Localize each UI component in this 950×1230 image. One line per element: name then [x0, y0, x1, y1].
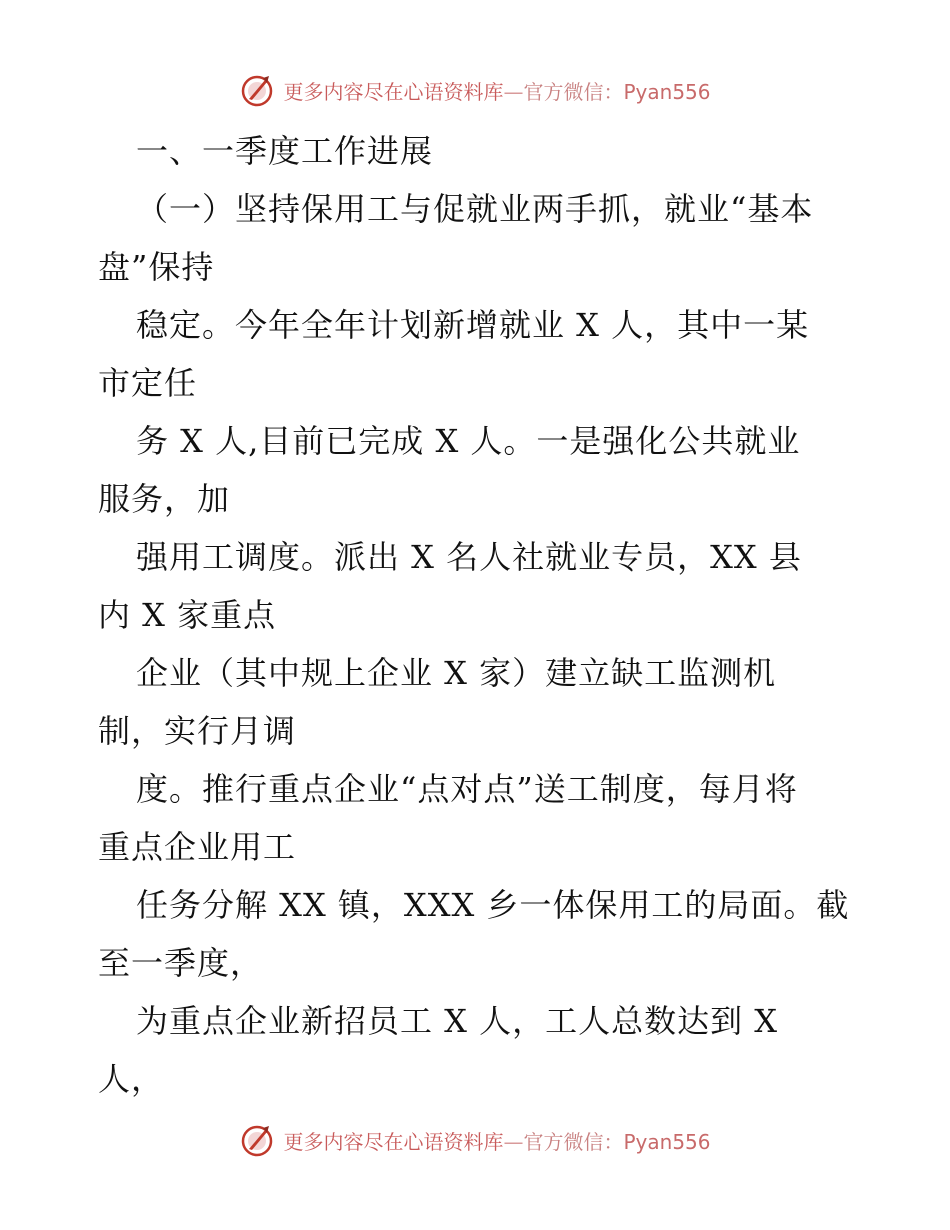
- watermark-dash: —: [503, 79, 524, 104]
- text-line: 盘”保持: [98, 248, 215, 286]
- document-body: [98, 122, 858, 1108]
- text-line: 内 X 家重点: [98, 596, 277, 634]
- text-line: 度。推行重点企业“点对点”送工制度，每月将: [136, 770, 798, 808]
- quill-logo-icon: [239, 72, 275, 108]
- text-line: 人，: [98, 1060, 165, 1098]
- watermark-id: Pyan556: [623, 1129, 711, 1154]
- watermark-official: 官方微信：: [523, 79, 624, 104]
- text-line: 企业（其中规上企业 X 家）建立缺工监测机: [136, 654, 777, 692]
- watermark-text: [283, 1126, 710, 1155]
- text-line: 重点企业用工: [98, 828, 297, 866]
- watermark-main: 更多内容尽在心语资料库: [283, 1129, 504, 1154]
- text-line: 为重点企业新招员工 X 人，工人总数达到 X: [136, 1002, 779, 1040]
- text-line: 市定任: [98, 364, 198, 402]
- header-watermark: [0, 72, 950, 108]
- watermark-official: 官方微信：: [523, 1129, 624, 1154]
- text-line: 制，实行月调: [98, 712, 297, 750]
- watermark-main: 更多内容尽在心语资料库: [283, 79, 504, 104]
- footer-watermark: [0, 1122, 950, 1158]
- text-line: 任务分解 XX 镇，XXX 乡一体保用工的局面。截: [136, 886, 850, 924]
- watermark-dash: —: [503, 1129, 524, 1154]
- text-line: 一、一季度工作进展: [136, 132, 434, 170]
- text-line: 强用工调度。派出 X 名人社就业专员，XX 县: [136, 538, 802, 576]
- text-line: 稳定。今年全年计划新增就业 X 人，其中一某: [136, 306, 810, 344]
- text-line: 务 X 人,目前已完成 X 人。一是强化公共就业: [136, 422, 801, 460]
- text-line: 至一季度，: [98, 944, 264, 982]
- text-line: （一）坚持保用工与促就业两手抓，就业“基本: [136, 190, 814, 228]
- text-line: 服务，加: [98, 480, 231, 518]
- watermark-text: [283, 76, 710, 105]
- watermark-id: Pyan556: [623, 79, 711, 104]
- quill-logo-icon: [239, 1122, 275, 1158]
